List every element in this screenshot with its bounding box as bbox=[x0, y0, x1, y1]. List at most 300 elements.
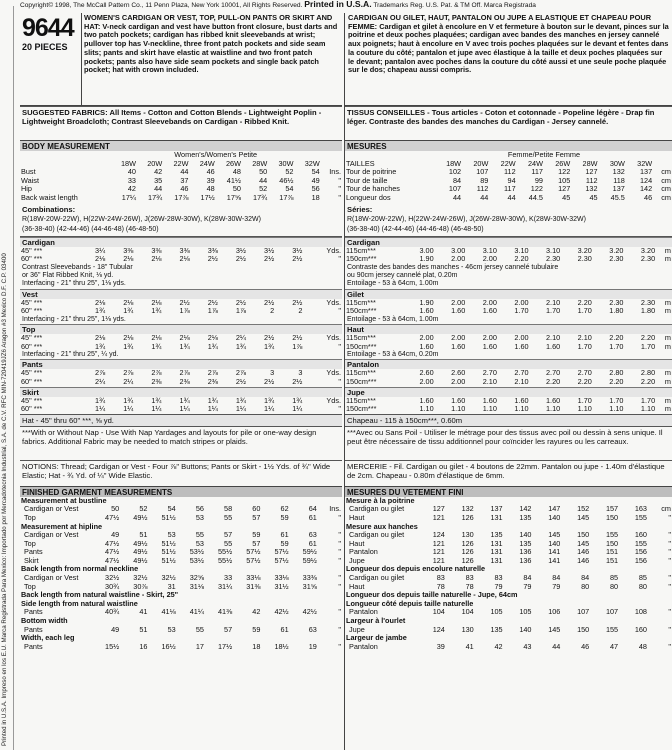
yardage-row bbox=[345, 343, 672, 352]
yardage-value: 3½ bbox=[264, 245, 275, 255]
finished-heading: Back length from normal neckline bbox=[21, 564, 139, 574]
yardage-value: 1.10 bbox=[451, 404, 466, 414]
row-label: Bust bbox=[21, 167, 36, 177]
yardage-value: 3⅜ bbox=[123, 245, 134, 255]
yardage-value: 3⅜ bbox=[151, 245, 162, 255]
body-row bbox=[20, 194, 342, 203]
row-value: 17⅞ bbox=[174, 192, 189, 202]
yardage-note: Entoilage - 53 à 64cm, 1.00m bbox=[347, 315, 439, 323]
size-label: 28W bbox=[252, 158, 268, 168]
yardage-value: 2⅛ bbox=[95, 332, 106, 342]
finished-value: 151 bbox=[605, 555, 619, 565]
finished-value: 141 bbox=[548, 555, 561, 565]
finished-value: 142 bbox=[519, 504, 532, 514]
yardage-value: 1¼ bbox=[207, 404, 218, 414]
finished-value: 57 bbox=[224, 530, 233, 540]
combination-sizes: (36-38-40) (42-44-46) (44-46-48) (46-48-50) bbox=[20, 225, 342, 237]
yardage-value: Yds. bbox=[326, 368, 341, 378]
yardage-value: 2⅞ bbox=[151, 368, 162, 378]
finished-value: 150 bbox=[605, 538, 619, 548]
size-label: 20W bbox=[147, 158, 163, 168]
finished-title-fr: MESURES DU VETEMENT FINI bbox=[345, 486, 672, 497]
row-value: 122 bbox=[530, 184, 543, 194]
finished-value: 78 bbox=[436, 581, 445, 591]
finished-label: Cardigan or Vest bbox=[24, 530, 79, 540]
yardage-value: 2.80 bbox=[640, 368, 656, 378]
finished-label: Cardigan ou gilet bbox=[349, 504, 405, 514]
finished-value: 52 bbox=[139, 504, 148, 514]
finished-unit: " bbox=[668, 624, 671, 634]
finished-value: 59 bbox=[280, 538, 289, 548]
nap-note-en: ***With or Without Nap - Use With Nap Yardages and layouts for pile or one-way design fabrics. Additional Fabric may be needed to match stripes or plaids. bbox=[20, 426, 342, 460]
finished-value: 140 bbox=[519, 530, 532, 540]
finished-value: 51½ bbox=[161, 512, 176, 522]
yardage-row bbox=[20, 255, 342, 264]
finished-value: 131 bbox=[490, 547, 503, 557]
finished-value: 59 bbox=[280, 512, 289, 522]
finished-label: Top bbox=[24, 581, 36, 591]
yardage-value: 2½ bbox=[264, 376, 275, 386]
row-value: 52 bbox=[259, 184, 268, 194]
fabric-width: 45" *** bbox=[21, 368, 43, 378]
finished-value: 135 bbox=[519, 512, 532, 522]
yardage-value: 1¾ bbox=[179, 341, 190, 351]
finished-value: 33⅛ bbox=[274, 573, 289, 583]
yardage-value: 2⅛ bbox=[179, 332, 190, 342]
row-value: 44 bbox=[180, 167, 189, 177]
yardage-value: 2.70 bbox=[577, 368, 592, 378]
finished-value: 41⅜ bbox=[217, 607, 233, 617]
yardage-value: 1.70 bbox=[514, 306, 529, 316]
row-label: Tour de taille bbox=[346, 175, 388, 185]
finished-unit: " bbox=[668, 530, 671, 540]
yardage-value: 2½ bbox=[264, 332, 275, 342]
yardage-value: 1.60 bbox=[451, 306, 466, 316]
yardage-value: m bbox=[664, 306, 671, 316]
finished-label: Top bbox=[24, 512, 36, 522]
finished-value: 53 bbox=[167, 530, 176, 540]
finished-value: 83 bbox=[465, 573, 474, 583]
yardage-value: 1.90 bbox=[419, 254, 434, 264]
yardage-note: Interfacing - 21" thru 25", 1⅛ yds. bbox=[22, 315, 126, 323]
yardage-value: 1.70 bbox=[640, 341, 656, 351]
row-value: 48 bbox=[206, 184, 215, 194]
yardage-note: Contraste des bandes des manches - 46cm jersey cannelé tubulaire bbox=[347, 263, 559, 271]
row-value: 44 bbox=[507, 192, 516, 202]
finished-value: 18 bbox=[252, 641, 261, 651]
series-sizes: (36-38-40) (42-44-46) (44-46-48) (46-48-50) bbox=[345, 225, 672, 237]
finished-value: 57½ bbox=[274, 547, 289, 557]
finished-value: 44 bbox=[552, 641, 561, 651]
finished-value: 30⅞ bbox=[133, 581, 148, 591]
yardage-value: 3.10 bbox=[546, 245, 561, 255]
finished-value: 107 bbox=[605, 607, 619, 617]
row-value: 102 bbox=[448, 167, 462, 177]
yardage-value: 1¾ bbox=[207, 341, 218, 351]
finished-unit: " bbox=[338, 573, 341, 583]
yardage-value: 2.30 bbox=[640, 297, 656, 307]
yardage-value: 2 bbox=[298, 306, 303, 316]
row-value: 45.5 bbox=[610, 192, 625, 202]
yardage-value: m bbox=[664, 376, 671, 386]
yardage-value: " bbox=[338, 306, 341, 316]
yardage-table bbox=[20, 299, 342, 316]
finished-heading: Mesure à la poitrine bbox=[346, 495, 415, 505]
row-value: 46 bbox=[180, 184, 189, 194]
finished-label: Pants bbox=[24, 641, 43, 651]
finished-label: Haut bbox=[349, 581, 365, 591]
finished-value: 150 bbox=[577, 624, 590, 634]
finished-value: 136 bbox=[519, 547, 532, 557]
finished-value: 160 bbox=[634, 530, 647, 540]
finished-value: 51½ bbox=[161, 555, 176, 565]
yardage-section bbox=[345, 359, 672, 386]
row-value: 54 bbox=[311, 167, 320, 177]
yardage-title: Top bbox=[20, 325, 342, 334]
finished-value: 31⅜ bbox=[246, 581, 261, 591]
yardage-value: 2⅛ bbox=[123, 332, 134, 342]
finished-value: 17½ bbox=[217, 641, 233, 651]
yardage-title: Jupe bbox=[345, 388, 672, 397]
yardage-value: 2½ bbox=[207, 297, 218, 307]
yardage-value: 1¾ bbox=[151, 395, 162, 405]
row-label: Tour de hanches bbox=[346, 184, 400, 194]
row-unit: cm bbox=[661, 167, 671, 177]
finished-heading: Mesure aux hanches bbox=[346, 521, 418, 531]
yardage-value: " bbox=[338, 341, 341, 351]
french-column bbox=[344, 13, 672, 750]
finished-value: 132 bbox=[461, 504, 474, 514]
yardage-value: Yds. bbox=[326, 297, 341, 307]
finished-row bbox=[20, 600, 342, 609]
fabric-width: 60" *** bbox=[21, 341, 43, 351]
yardage-value: 2½ bbox=[292, 297, 303, 307]
side-legal-strip bbox=[0, 6, 14, 750]
finished-value: 64 bbox=[308, 504, 317, 514]
yardage-title: Cardigan bbox=[20, 238, 342, 247]
yardage-table bbox=[345, 247, 672, 264]
yardage-value: 2.20 bbox=[514, 254, 529, 264]
row-value: 112 bbox=[585, 175, 598, 185]
yardage-row bbox=[345, 255, 672, 264]
row-value: 37 bbox=[180, 175, 189, 185]
finished-heading: Largeur à l'ourlet bbox=[346, 616, 406, 626]
fabric-width: 115cm*** bbox=[346, 245, 376, 255]
row-value: 44.5 bbox=[528, 192, 543, 202]
finished-table-fr bbox=[345, 497, 672, 652]
finished-heading: Bottom width bbox=[21, 616, 68, 626]
yardage-value: 1¾ bbox=[235, 341, 247, 351]
size-label: 26W bbox=[225, 158, 241, 168]
yardage-value: " bbox=[338, 254, 341, 264]
row-value: 54 bbox=[285, 184, 294, 194]
finished-unit: Ins. bbox=[329, 504, 341, 514]
yardage-value: 3 bbox=[270, 368, 275, 378]
finished-value: 85 bbox=[610, 573, 619, 583]
yardage-row bbox=[345, 307, 672, 316]
finished-value: 57 bbox=[252, 538, 261, 548]
finished-value: 80 bbox=[638, 581, 647, 591]
finished-value: 126 bbox=[461, 538, 474, 548]
finished-value: 59½ bbox=[302, 555, 317, 565]
row-unit: Ins. bbox=[329, 167, 341, 177]
row-value: 46 bbox=[644, 192, 653, 202]
finished-value: 85 bbox=[638, 573, 647, 583]
row-value: 137 bbox=[639, 167, 653, 177]
yardage-note: Entoilage - 53 à 64cm, 1.00m bbox=[347, 280, 439, 288]
yardage-value: 1.70 bbox=[546, 306, 561, 316]
finished-row bbox=[20, 540, 342, 549]
finished-value: 121 bbox=[432, 547, 445, 557]
yardage-value: 1¾ bbox=[123, 341, 134, 351]
yardage-value: 3⅜ bbox=[207, 245, 218, 255]
finished-table-en bbox=[20, 497, 342, 652]
finished-unit: " bbox=[338, 555, 341, 565]
finished-value: 32½ bbox=[105, 573, 120, 583]
finished-value: 62 bbox=[280, 504, 289, 514]
yardage-title: Skirt bbox=[20, 388, 342, 397]
row-value: 117 bbox=[531, 167, 543, 177]
yardage-value: 2⅞ bbox=[95, 368, 106, 378]
row-value: 17⅝ bbox=[226, 192, 241, 202]
finished-value: 121 bbox=[432, 555, 445, 565]
row-value: 137 bbox=[612, 184, 625, 194]
yardage-value: Yds. bbox=[326, 395, 341, 405]
yardage-value: 2.00 bbox=[514, 297, 529, 307]
finished-value: 42½ bbox=[274, 607, 289, 617]
finished-value: 51 bbox=[139, 624, 148, 634]
yardage-value: 1¼ bbox=[151, 404, 162, 414]
finished-value: 155 bbox=[605, 624, 619, 634]
finished-value: 54 bbox=[167, 504, 176, 514]
yardage-value: 1¼ bbox=[179, 404, 190, 414]
yardage-value: 1¼ bbox=[264, 404, 275, 414]
yardage-value: m bbox=[664, 297, 671, 307]
finished-unit: " bbox=[338, 512, 341, 522]
yardage-section bbox=[345, 237, 672, 289]
row-value: 46 bbox=[206, 167, 215, 177]
yardage-value: 1.70 bbox=[577, 341, 592, 351]
yardage-value: 1¾ bbox=[151, 341, 162, 351]
yardage-value: 1.60 bbox=[451, 341, 466, 351]
yardage-value: 2½ bbox=[235, 254, 247, 264]
series-title: Séries: bbox=[347, 204, 373, 214]
row-value: 44 bbox=[480, 192, 489, 202]
yardage-value: m bbox=[664, 254, 671, 264]
finished-value: 57½ bbox=[246, 547, 261, 557]
yardage-note: ou 90cm jersey cannelé plat, 0.20m bbox=[347, 272, 458, 280]
finished-row bbox=[345, 643, 672, 652]
finished-value: 145 bbox=[577, 512, 590, 522]
finished-value: 31½ bbox=[274, 581, 289, 591]
yardage-value: 1.60 bbox=[419, 306, 434, 316]
yardage-title: Pants bbox=[20, 360, 342, 369]
finished-value: 33⅛ bbox=[246, 573, 261, 583]
finished-value: 156 bbox=[634, 555, 647, 565]
finished-value: 155 bbox=[605, 530, 619, 540]
finished-value: 61 bbox=[280, 530, 289, 540]
fabric-width: 150cm*** bbox=[346, 341, 377, 351]
row-label: Hip bbox=[21, 184, 32, 194]
yardage-value: 3¼ bbox=[95, 245, 106, 255]
finished-row bbox=[345, 634, 672, 643]
yardage-value: 2½ bbox=[235, 376, 247, 386]
finished-value: 55½ bbox=[217, 547, 233, 557]
finished-value: 80 bbox=[581, 581, 590, 591]
yardage-value: 1⅞ bbox=[235, 306, 247, 316]
finished-value: 57 bbox=[224, 624, 233, 634]
row-value: 112 bbox=[504, 167, 516, 177]
finished-value: 145 bbox=[548, 530, 561, 540]
row-value: 32W bbox=[637, 158, 653, 168]
fabrics-fr: TISSUS CONSEILLES - Tous articles - Coton et cotonnade - Popeline légère - Drap fin léger. Contraste des bandes des manches du Cardigan - Jersey cannelé. bbox=[345, 106, 672, 140]
finished-value: 16 bbox=[139, 641, 148, 651]
finished-value: 51½ bbox=[161, 538, 176, 548]
size-label: 18W bbox=[120, 158, 136, 168]
finished-value: 121 bbox=[432, 512, 445, 522]
yardage-value: m bbox=[664, 245, 671, 255]
yardage-value: 1¼ bbox=[123, 404, 134, 414]
row-value: 26W bbox=[555, 158, 571, 168]
yardage-value: 2.10 bbox=[546, 297, 561, 307]
yardage-value: 1¾ bbox=[179, 395, 190, 405]
finished-label: Cardigan ou gilet bbox=[349, 530, 405, 540]
finished-row bbox=[20, 531, 342, 540]
finished-value: 121 bbox=[432, 538, 445, 548]
finished-value: 41⅛ bbox=[161, 607, 176, 617]
finished-label: Skirt bbox=[24, 555, 39, 565]
finished-unit: " bbox=[338, 547, 341, 557]
finished-value: 47 bbox=[610, 641, 619, 651]
yardage-value: m bbox=[664, 332, 671, 342]
finished-value: 59½ bbox=[302, 547, 317, 557]
fabric-width: 45" *** bbox=[21, 297, 43, 307]
finished-value: 40¾ bbox=[105, 607, 120, 617]
yardage-value: 2⅛ bbox=[179, 254, 190, 264]
yardage-value: Yds. bbox=[326, 245, 341, 255]
row-value: 33 bbox=[127, 175, 136, 185]
finished-unit: " bbox=[668, 581, 671, 591]
row-value: 46½ bbox=[279, 175, 294, 185]
finished-value: 57½ bbox=[246, 555, 261, 565]
finished-row bbox=[20, 643, 342, 652]
yardage-value: 2.20 bbox=[546, 376, 561, 386]
finished-row bbox=[20, 617, 342, 626]
row-unit: " bbox=[338, 192, 341, 202]
finished-value: 155 bbox=[634, 538, 647, 548]
row-value: 28W bbox=[582, 158, 598, 168]
yardage-section bbox=[20, 237, 342, 289]
finished-unit: " bbox=[338, 624, 341, 634]
yardage-section bbox=[20, 324, 342, 359]
row-value: 48 bbox=[232, 167, 241, 177]
yardage-section bbox=[20, 289, 342, 324]
yardage-value: 3.00 bbox=[451, 245, 466, 255]
row-value: 122 bbox=[558, 167, 571, 177]
finished-value: 126 bbox=[461, 547, 474, 557]
finished-value: 146 bbox=[577, 555, 590, 565]
finished-row bbox=[20, 608, 342, 617]
yardage-section bbox=[20, 387, 342, 414]
yardage-value: 2⅜ bbox=[151, 376, 162, 386]
row-label: TAILLES bbox=[346, 158, 375, 168]
finished-value: 105 bbox=[519, 607, 532, 617]
yardage-note: Contrast Sleevebands - 18" Tubular bbox=[22, 263, 133, 271]
finished-row bbox=[20, 574, 342, 583]
finished-row bbox=[345, 617, 672, 626]
row-unit: cm bbox=[661, 184, 671, 194]
finished-value: 41¼ bbox=[189, 607, 204, 617]
finished-value: 59 bbox=[252, 530, 261, 540]
row-value: 142 bbox=[639, 184, 653, 194]
yardage-value: 1.60 bbox=[419, 395, 434, 405]
yardage-value: 2⅛ bbox=[151, 297, 162, 307]
yardage-value: 2⅛ bbox=[123, 254, 134, 264]
finished-label: Pantalon bbox=[349, 607, 378, 617]
finished-value: 135 bbox=[490, 624, 503, 634]
fabric-width: 60" *** bbox=[21, 306, 43, 316]
yardage-value: 1.80 bbox=[609, 306, 624, 316]
yardage-value: 2½ bbox=[292, 376, 303, 386]
finished-value: 47½ bbox=[105, 538, 120, 548]
finished-value: 53½ bbox=[189, 555, 204, 565]
row-value: 44 bbox=[154, 184, 163, 194]
row-value: 40 bbox=[127, 167, 136, 177]
finished-value: 84 bbox=[581, 573, 590, 583]
finished-value: 61 bbox=[280, 624, 289, 634]
row-value: 45 bbox=[589, 192, 598, 202]
finished-value: 31¼ bbox=[217, 581, 233, 591]
finished-value: 30¾ bbox=[105, 581, 120, 591]
fabric-width: 115cm*** bbox=[346, 332, 376, 342]
yardage-value: 2.10 bbox=[577, 332, 592, 342]
yardage-section bbox=[345, 289, 672, 324]
yardage-value: 1¾ bbox=[292, 395, 303, 405]
body-measurement-title: BODY MEASUREMENT bbox=[20, 140, 342, 151]
yardage-title: Gilet bbox=[345, 290, 672, 299]
finished-value: 61 bbox=[308, 538, 317, 548]
row-label: Back waist length bbox=[21, 192, 78, 202]
finished-value: 126 bbox=[461, 555, 474, 565]
yardage-value: 1.60 bbox=[451, 395, 466, 405]
finished-value: 124 bbox=[432, 624, 445, 634]
series-line: R(18W-20W-22W), H(22W-24W-26W), J(26W-28W-30W), K(28W-30W-32W) bbox=[347, 215, 586, 223]
yardage-value: 2½ bbox=[292, 254, 303, 264]
yardage-value: m bbox=[664, 404, 671, 414]
finished-value: 156 bbox=[634, 547, 647, 557]
size-header-label: Femme/Petite Femme bbox=[507, 150, 581, 159]
row-unit: cm bbox=[661, 175, 671, 185]
row-value: 39 bbox=[206, 175, 215, 185]
yardage-value: 1.10 bbox=[640, 404, 656, 414]
finished-value: 42½ bbox=[302, 607, 317, 617]
row-value: 112 bbox=[476, 184, 489, 194]
finished-label: Haut bbox=[349, 538, 365, 548]
finished-heading: Back length from natural waistline - Skirt, 25" bbox=[21, 590, 179, 600]
finished-heading: Longueur dos depuis encolure naturelle bbox=[346, 564, 486, 574]
yardage-value: 2.20 bbox=[609, 332, 624, 342]
finished-label: Cardigan ou gilet bbox=[349, 573, 405, 583]
finished-heading: Longueur dos depuis taille naturelle - Jupe, 64cm bbox=[346, 590, 518, 600]
finished-label: Haut bbox=[349, 512, 365, 522]
finished-unit: " bbox=[338, 530, 341, 540]
finished-unit: " bbox=[668, 555, 671, 565]
size-header-spacer bbox=[20, 151, 111, 160]
row-value: 94 bbox=[507, 175, 516, 185]
finished-value: 49 bbox=[111, 530, 120, 540]
finished-value: 42 bbox=[494, 641, 503, 651]
finished-unit: " bbox=[668, 547, 671, 557]
